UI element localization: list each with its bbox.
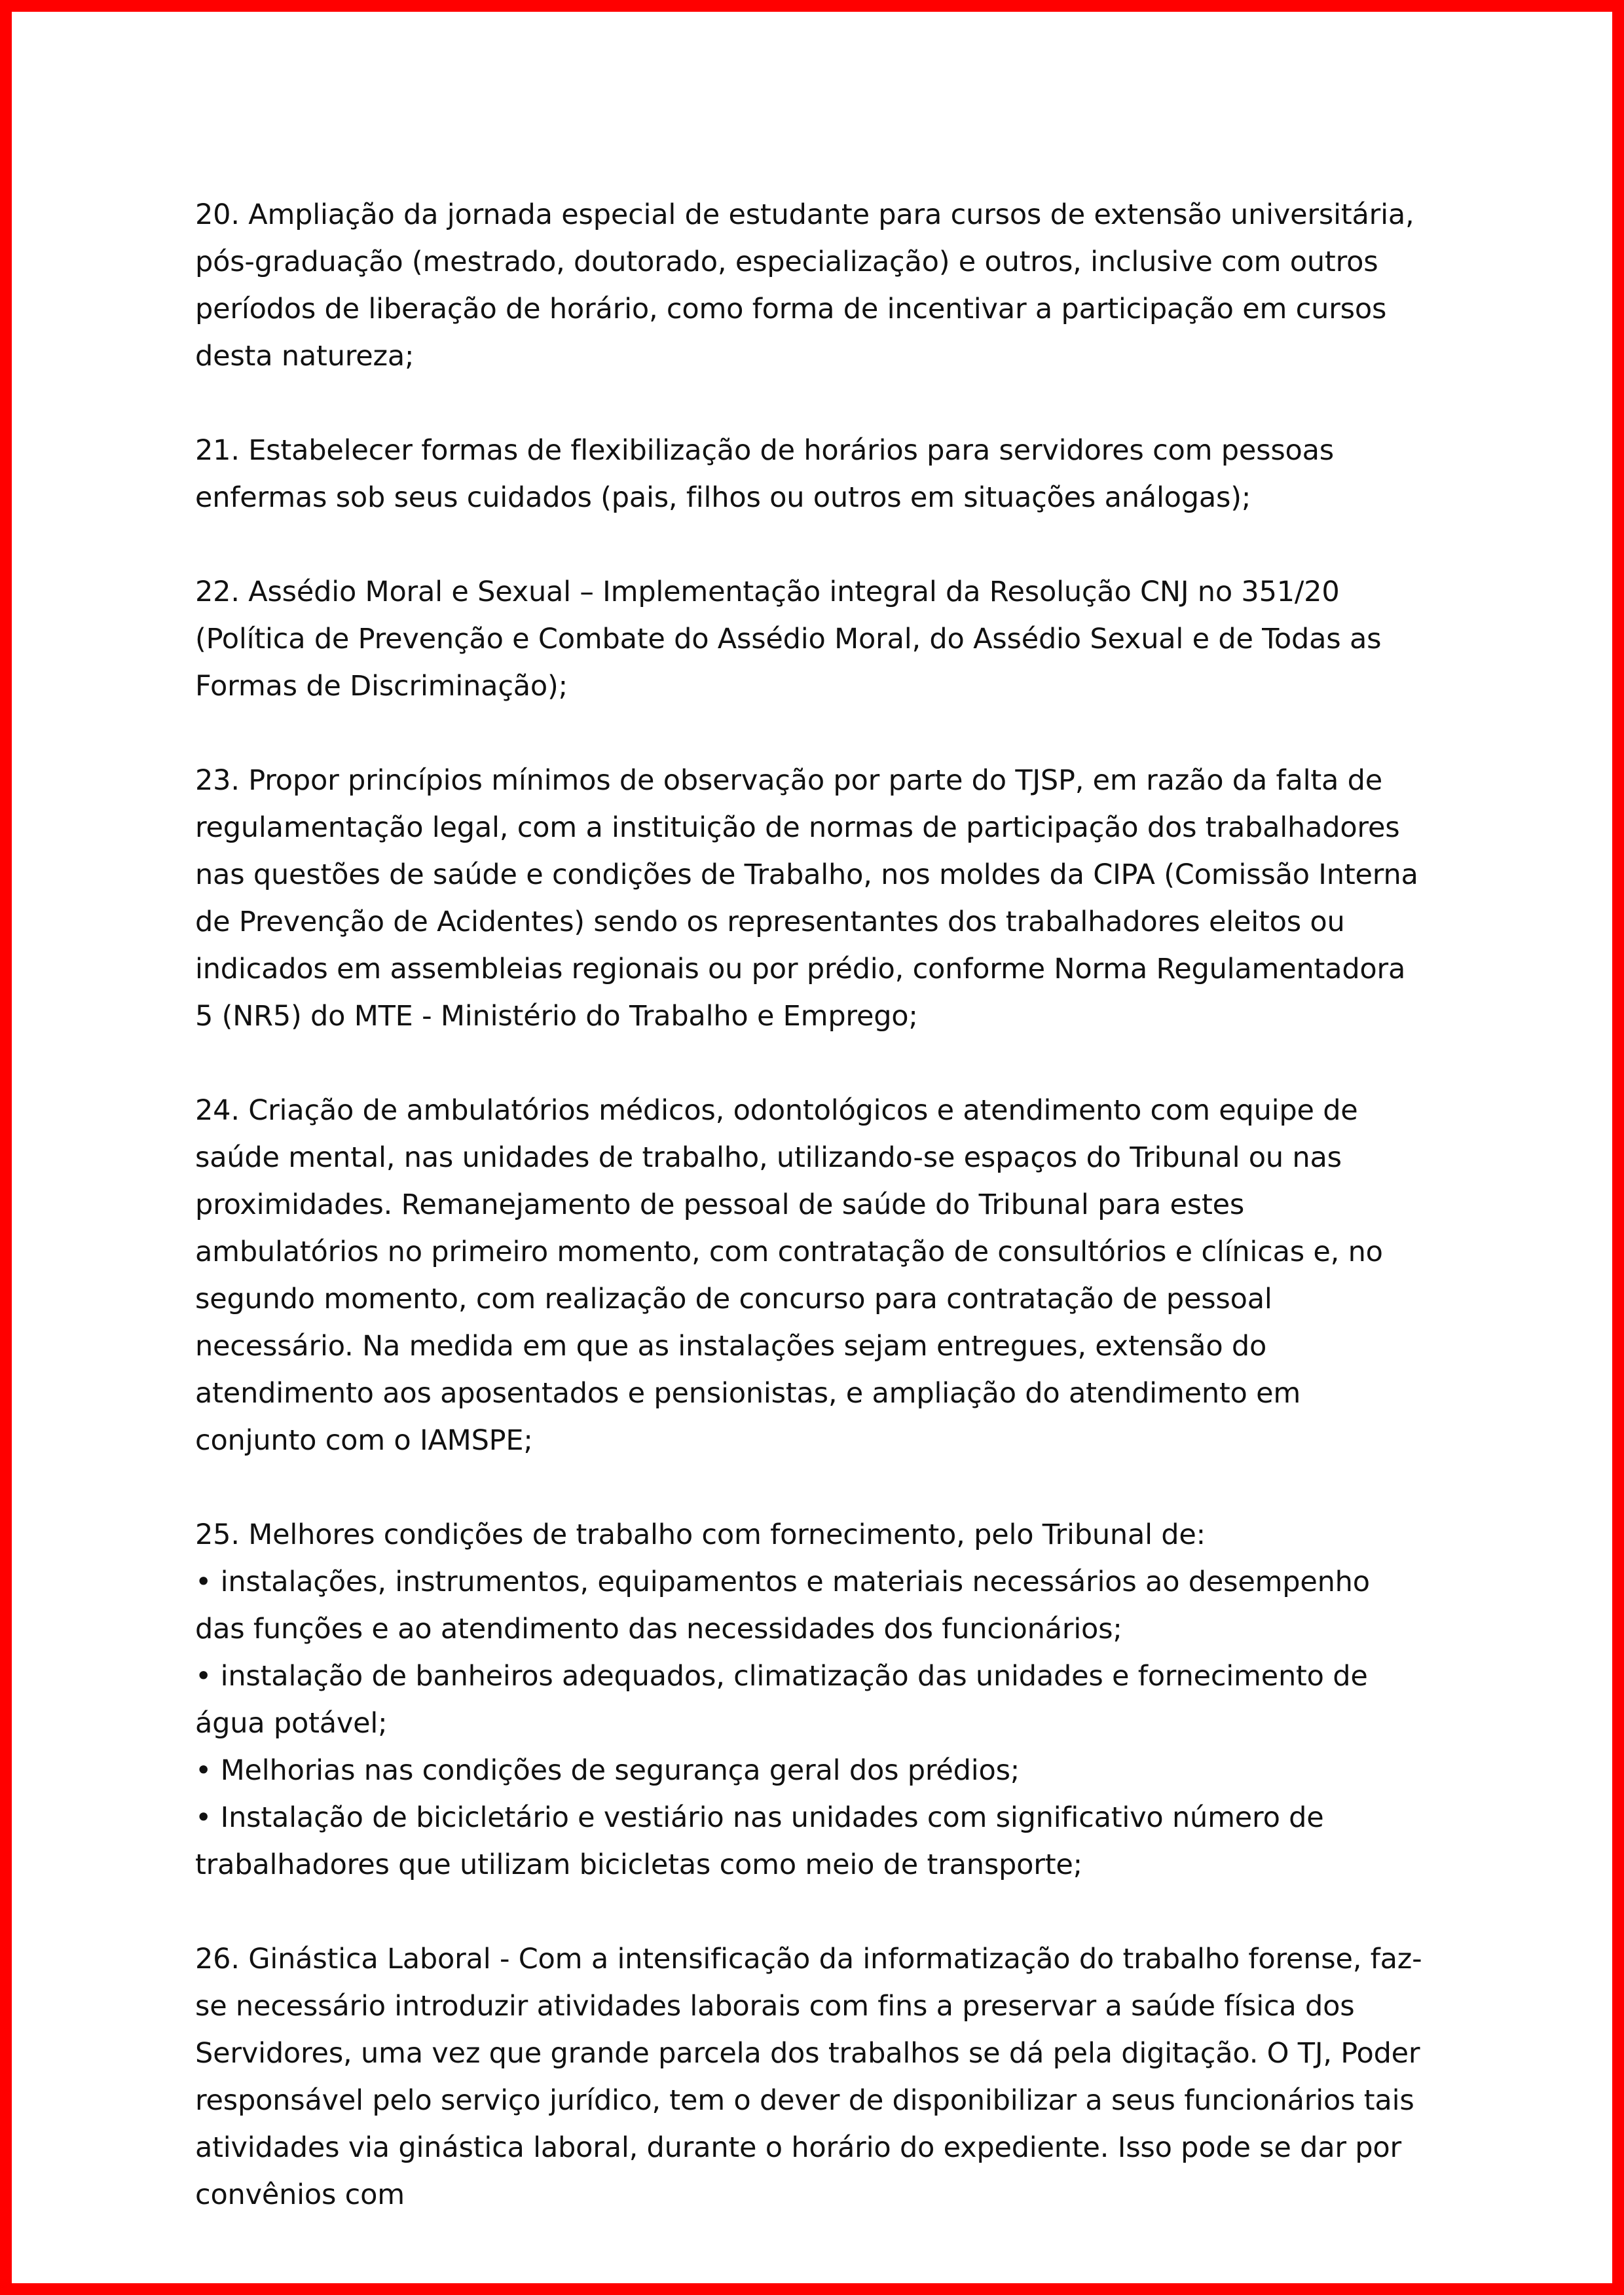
item-23 [195, 757, 1426, 1040]
item-24 [195, 1087, 1426, 1464]
document-body [195, 191, 1426, 2266]
item-22-text: 22. Assédio Moral e Sexual – Implementação integral da Resolução CNJ no 351/20 (Política de Prevenção e Combate do Assédio Moral, do Assédio Sexual e de Todas as Formas de Discriminação); [195, 576, 1382, 703]
item-24-text: 24. Criação de ambulatórios médicos, odontológicos e atendimento com equipe de saúde mental, nas unidades de trabalho, utilizando-se espaços do Tribunal ou nas proximidades. Remanejamento de pessoal de saúde do Tribunal para estes ambulatórios no primeiro momento, com contratação de consultórios e clínicas e, no segundo momento, com realização de concurso para contratação de pessoal necessário. Na medida em que as instalações sejam entregues, extensão do atendimento aos aposentados e pensionistas, e ampliação do atendimento em conjunto com o IAMSPE; [195, 1094, 1383, 1457]
item-26-text: 26. Ginástica Laboral - Com a intensificação da informatização do trabalho forense, faz-se necessário introduzir atividades laborais com fins a preservar a saúde física dos Servidores, uma vez que grande parcela dos trabalhos se dá pela digitação. O TJ, Poder responsável pelo serviço jurídico, tem o dever de disponibilizar a seus funcionários tais atividades via ginástica laboral, durante o horário do expediente. Isso pode se dar por convênios com [195, 1943, 1422, 2211]
item-20-text: 20. Ampliação da jornada especial de estudante para cursos de extensão universitária, pós-graduação (mestrado, doutorado, especialização) e outros, inclusive com outros períodos de liberação de horário, como forma de incentivar a participação em cursos desta natureza; [195, 198, 1414, 373]
item-21-text: 21. Estabelecer formas de flexibilização de horários para servidores com pessoas enfermas sob seus cuidados (pais, filhos ou outros em situações análogas); [195, 434, 1335, 514]
item-25 [195, 1511, 1426, 1888]
item-25-bullet-3: • Melhorias nas condições de segurança geral dos prédios; [195, 1754, 1020, 1787]
item-26 [195, 1936, 1426, 2218]
item-20 [195, 191, 1426, 380]
item-25-bullet-1: • instalações, instrumentos, equipamentos e materiais necessários ao desempenho das funções e ao atendimento das necessidades dos funcionários; [195, 1566, 1370, 1645]
item-25-bullet-4: • Instalação de bicicletário e vestiário nas unidades com significativo número de trabalhadores que utilizam bicicletas como meio de transporte; [195, 1801, 1324, 1881]
item-25-text: 25. Melhores condições de trabalho com fornecimento, pelo Tribunal de: [195, 1518, 1206, 1551]
item-21 [195, 427, 1426, 521]
item-22 [195, 568, 1426, 710]
item-23-text: 23. Propor princípios mínimos de observação por parte do TJSP, em razão da falta de regulamentação legal, com a instituição de normas de participação dos trabalhadores nas questões de saúde e condições de Trabalho, nos moldes da CIPA (Comissão Interna de Prevenção de Acidentes) sendo os representantes dos trabalhadores eleitos ou indicados em assembleias regionais ou por prédio, conforme Norma Regulamentadora 5 (NR5) do MTE - Ministério do Trabalho e Emprego; [195, 764, 1418, 1033]
item-25-bullet-2: • instalação de banheiros adequados, climatização das unidades e fornecimento de água potável; [195, 1660, 1368, 1740]
